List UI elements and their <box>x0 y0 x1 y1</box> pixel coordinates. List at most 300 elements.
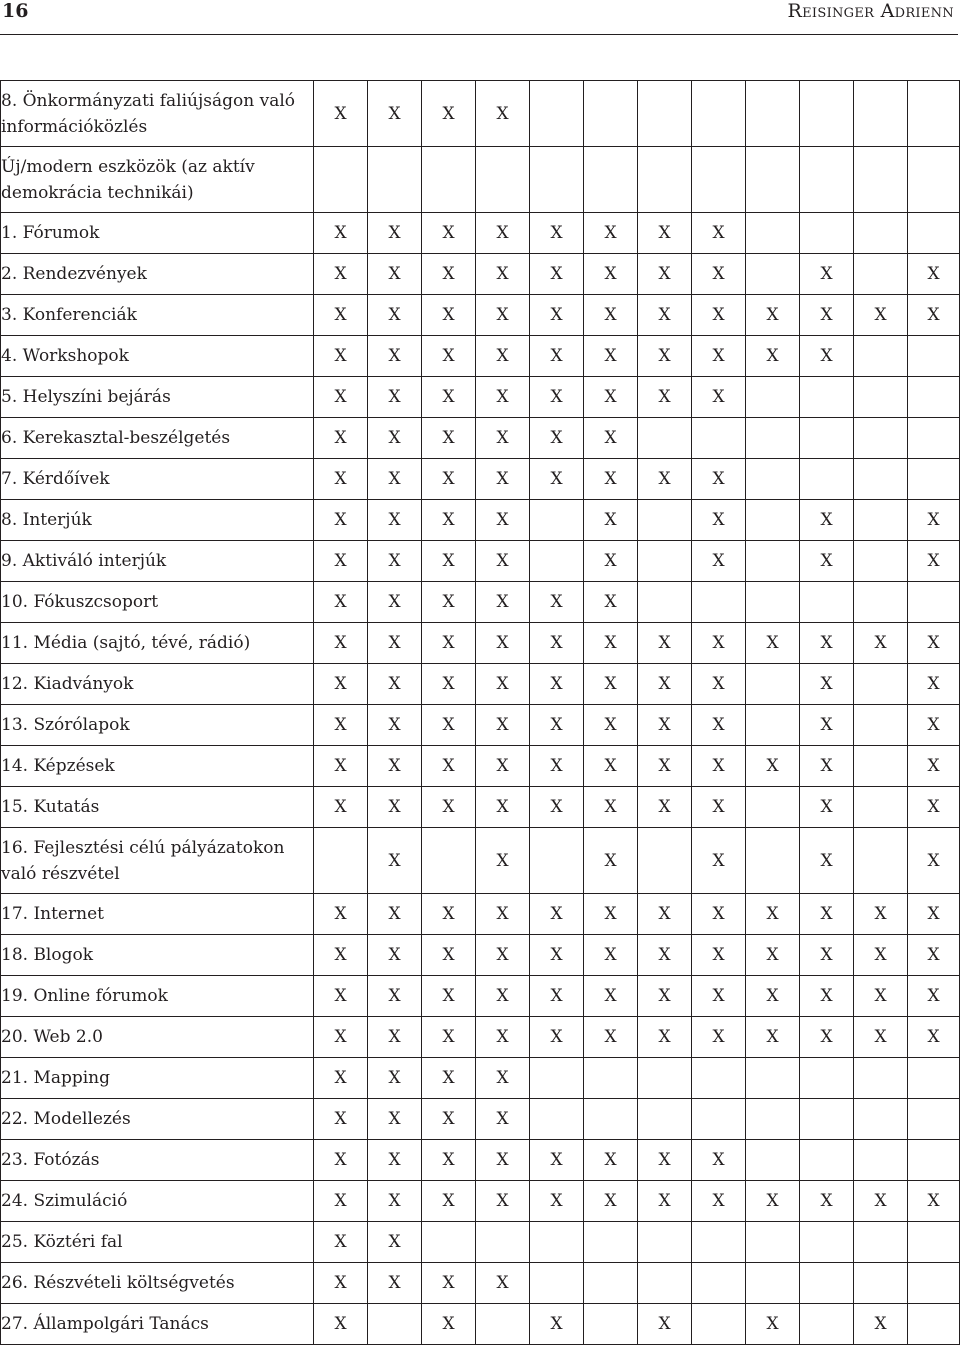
mark-cell: X <box>800 705 854 746</box>
mark-cell: X <box>746 1304 800 1345</box>
mark-cell <box>638 1222 692 1263</box>
mark-cell: X <box>530 459 584 500</box>
mark-cell <box>584 1304 638 1345</box>
mark-cell: X <box>800 976 854 1017</box>
table-row <box>1 1099 960 1140</box>
mark-cell: X <box>530 582 584 623</box>
table-row <box>1 1263 960 1304</box>
mark-cell: X <box>368 623 422 664</box>
mark-cell: X <box>530 935 584 976</box>
mark-cell <box>638 147 692 213</box>
mark-cell: X <box>584 664 638 705</box>
mark-cell <box>746 787 800 828</box>
mark-cell <box>530 1222 584 1263</box>
mark-cell: X <box>314 500 368 541</box>
mark-cell <box>800 377 854 418</box>
mark-cell: X <box>368 1017 422 1058</box>
mark-cell: X <box>530 664 584 705</box>
mark-cell: X <box>584 336 638 377</box>
mark-cell <box>854 664 908 705</box>
mark-cell: X <box>584 935 638 976</box>
mark-cell: X <box>638 623 692 664</box>
mark-cell: X <box>908 254 960 295</box>
mark-cell <box>584 81 638 147</box>
mark-cell <box>854 582 908 623</box>
mark-cell: X <box>476 81 530 147</box>
mark-cell: X <box>746 295 800 336</box>
mark-cell <box>854 81 908 147</box>
mark-cell: X <box>530 894 584 935</box>
mark-cell: X <box>638 705 692 746</box>
mark-cell: X <box>854 1017 908 1058</box>
mark-cell <box>584 1222 638 1263</box>
mark-cell <box>908 418 960 459</box>
mark-cell <box>692 1099 746 1140</box>
mark-cell: X <box>368 336 422 377</box>
mark-cell: X <box>368 828 422 894</box>
row-label: 21. Mapping <box>1 1058 314 1099</box>
mark-cell: X <box>584 623 638 664</box>
mark-cell: X <box>692 213 746 254</box>
mark-cell: X <box>692 746 746 787</box>
mark-cell: X <box>422 935 476 976</box>
mark-cell: X <box>638 894 692 935</box>
mark-cell: X <box>692 459 746 500</box>
mark-cell <box>746 254 800 295</box>
mark-cell <box>800 1058 854 1099</box>
mark-cell: X <box>314 623 368 664</box>
mark-cell: X <box>800 746 854 787</box>
mark-cell: X <box>908 828 960 894</box>
mark-cell: X <box>692 1017 746 1058</box>
mark-cell: X <box>746 746 800 787</box>
mark-cell: X <box>314 254 368 295</box>
mark-cell <box>800 213 854 254</box>
mark-cell: X <box>422 1017 476 1058</box>
mark-cell <box>746 1263 800 1304</box>
mark-cell: X <box>908 500 960 541</box>
mark-cell <box>746 1058 800 1099</box>
mark-cell: X <box>746 623 800 664</box>
mark-cell <box>638 1099 692 1140</box>
mark-cell: X <box>854 1181 908 1222</box>
mark-cell <box>746 582 800 623</box>
mark-cell <box>746 541 800 582</box>
mark-cell: X <box>314 459 368 500</box>
mark-cell: X <box>422 1181 476 1222</box>
mark-cell <box>638 1263 692 1304</box>
mark-cell <box>530 1058 584 1099</box>
mark-cell: X <box>422 1099 476 1140</box>
mark-cell: X <box>584 213 638 254</box>
mark-cell <box>800 1263 854 1304</box>
mark-cell: X <box>800 1181 854 1222</box>
mark-cell: X <box>530 787 584 828</box>
mark-cell <box>476 1304 530 1345</box>
mark-cell: X <box>314 894 368 935</box>
mark-cell: X <box>314 213 368 254</box>
mark-cell: X <box>908 787 960 828</box>
mark-cell: X <box>908 935 960 976</box>
mark-cell: X <box>530 746 584 787</box>
mark-cell: X <box>314 935 368 976</box>
mark-cell <box>692 1304 746 1345</box>
mark-cell: X <box>908 623 960 664</box>
mark-cell: X <box>638 935 692 976</box>
mark-cell: X <box>368 894 422 935</box>
mark-cell: X <box>476 1181 530 1222</box>
mark-cell: X <box>314 336 368 377</box>
mark-cell <box>476 1222 530 1263</box>
mark-cell: X <box>692 1181 746 1222</box>
row-label: 6. Kerekasztal-beszélgetés <box>1 418 314 459</box>
row-label: 5. Helyszíni bejárás <box>1 377 314 418</box>
mark-cell: X <box>692 705 746 746</box>
mark-cell: X <box>584 1017 638 1058</box>
mark-cell: X <box>422 336 476 377</box>
mark-cell: X <box>638 1304 692 1345</box>
mark-cell <box>692 1058 746 1099</box>
mark-cell <box>800 1222 854 1263</box>
mark-cell <box>746 828 800 894</box>
mark-cell: X <box>692 787 746 828</box>
mark-cell: X <box>908 746 960 787</box>
mark-cell: X <box>476 705 530 746</box>
mark-cell: X <box>530 418 584 459</box>
mark-cell: X <box>746 1017 800 1058</box>
mark-cell: X <box>854 295 908 336</box>
table-row <box>1 787 960 828</box>
mark-cell: X <box>422 418 476 459</box>
methods-table <box>0 80 960 1345</box>
mark-cell <box>800 459 854 500</box>
mark-cell <box>746 418 800 459</box>
mark-cell: X <box>638 1017 692 1058</box>
table-row <box>1 935 960 976</box>
mark-cell: X <box>638 377 692 418</box>
mark-cell: X <box>476 664 530 705</box>
mark-cell: X <box>368 418 422 459</box>
row-label: 27. Állampolgári Tanács <box>1 1304 314 1345</box>
mark-cell: X <box>692 377 746 418</box>
mark-cell: X <box>422 664 476 705</box>
mark-cell: X <box>314 541 368 582</box>
mark-cell <box>530 500 584 541</box>
mark-cell: X <box>422 500 476 541</box>
row-label: 2. Rendezvények <box>1 254 314 295</box>
mark-cell: X <box>530 377 584 418</box>
mark-cell: X <box>908 664 960 705</box>
mark-cell <box>584 1099 638 1140</box>
mark-cell <box>854 1058 908 1099</box>
row-label: 23. Fotózás <box>1 1140 314 1181</box>
mark-cell <box>422 1222 476 1263</box>
row-label: 12. Kiadványok <box>1 664 314 705</box>
mark-cell <box>854 787 908 828</box>
mark-cell: X <box>530 1304 584 1345</box>
mark-cell: X <box>584 459 638 500</box>
mark-cell <box>638 500 692 541</box>
mark-cell: X <box>800 541 854 582</box>
mark-cell: X <box>638 746 692 787</box>
table-body <box>1 81 960 1345</box>
mark-cell: X <box>638 213 692 254</box>
table-row <box>1 664 960 705</box>
mark-cell <box>746 1222 800 1263</box>
mark-cell: X <box>422 295 476 336</box>
mark-cell: X <box>422 254 476 295</box>
row-label: 3. Konferenciák <box>1 295 314 336</box>
mark-cell: X <box>908 541 960 582</box>
mark-cell: X <box>800 295 854 336</box>
table-row <box>1 746 960 787</box>
mark-cell: X <box>530 213 584 254</box>
mark-cell: X <box>314 1304 368 1345</box>
table-row <box>1 1181 960 1222</box>
mark-cell <box>800 418 854 459</box>
mark-cell: X <box>368 254 422 295</box>
mark-cell: X <box>692 623 746 664</box>
mark-cell <box>638 541 692 582</box>
row-label: 14. Képzések <box>1 746 314 787</box>
mark-cell: X <box>368 377 422 418</box>
mark-cell: X <box>476 582 530 623</box>
mark-cell: X <box>368 935 422 976</box>
mark-cell: X <box>314 705 368 746</box>
table-row <box>1 377 960 418</box>
mark-cell: X <box>422 1263 476 1304</box>
mark-cell: X <box>692 1140 746 1181</box>
row-label: 19. Online fórumok <box>1 976 314 1017</box>
mark-cell: X <box>908 1017 960 1058</box>
mark-cell: X <box>314 1017 368 1058</box>
row-label: 25. Köztéri fal <box>1 1222 314 1263</box>
mark-cell: X <box>476 894 530 935</box>
mark-cell <box>908 377 960 418</box>
mark-cell: X <box>422 582 476 623</box>
mark-cell: X <box>584 582 638 623</box>
mark-cell: X <box>530 705 584 746</box>
mark-cell <box>800 1304 854 1345</box>
mark-cell <box>584 1058 638 1099</box>
mark-cell <box>530 828 584 894</box>
mark-cell: X <box>584 787 638 828</box>
mark-cell: X <box>530 1181 584 1222</box>
row-label: 10. Fókuszcsoport <box>1 582 314 623</box>
row-label: 7. Kérdőívek <box>1 459 314 500</box>
mark-cell <box>854 459 908 500</box>
mark-cell: X <box>854 623 908 664</box>
mark-cell: X <box>476 254 530 295</box>
mark-cell <box>908 1222 960 1263</box>
mark-cell: X <box>422 1058 476 1099</box>
mark-cell: X <box>638 295 692 336</box>
mark-cell: X <box>638 1181 692 1222</box>
row-label: 9. Aktiváló interjúk <box>1 541 314 582</box>
mark-cell: X <box>476 377 530 418</box>
mark-cell: X <box>692 828 746 894</box>
table-row <box>1 894 960 935</box>
mark-cell: X <box>584 1181 638 1222</box>
mark-cell <box>638 1058 692 1099</box>
mark-cell: X <box>584 541 638 582</box>
mark-cell <box>746 1099 800 1140</box>
mark-cell: X <box>854 935 908 976</box>
mark-cell: X <box>584 295 638 336</box>
row-label: 17. Internet <box>1 894 314 935</box>
mark-cell: X <box>800 623 854 664</box>
mark-cell: X <box>368 81 422 147</box>
mark-cell: X <box>476 541 530 582</box>
mark-cell: X <box>746 894 800 935</box>
mark-cell: X <box>800 894 854 935</box>
mark-cell: X <box>368 541 422 582</box>
row-label: Új/modern eszközök (az aktív demokrácia technikái) <box>1 147 314 213</box>
mark-cell <box>530 1099 584 1140</box>
table-row <box>1 1058 960 1099</box>
mark-cell <box>908 1099 960 1140</box>
mark-cell: X <box>908 976 960 1017</box>
mark-cell <box>638 81 692 147</box>
mark-cell <box>638 828 692 894</box>
mark-cell: X <box>422 705 476 746</box>
mark-cell <box>530 147 584 213</box>
mark-cell: X <box>422 746 476 787</box>
mark-cell <box>908 1304 960 1345</box>
mark-cell <box>854 541 908 582</box>
mark-cell: X <box>692 935 746 976</box>
mark-cell: X <box>584 828 638 894</box>
table-row <box>1 828 960 894</box>
mark-cell <box>854 828 908 894</box>
mark-cell: X <box>800 828 854 894</box>
mark-cell: X <box>476 418 530 459</box>
table-row <box>1 623 960 664</box>
mark-cell: X <box>476 787 530 828</box>
mark-cell <box>692 81 746 147</box>
mark-cell: X <box>692 976 746 1017</box>
row-label: 16. Fejlesztési célú pályázatokon való részvétel <box>1 828 314 894</box>
table-row <box>1 336 960 377</box>
table-row <box>1 976 960 1017</box>
mark-cell: X <box>314 1181 368 1222</box>
mark-cell <box>530 81 584 147</box>
mark-cell <box>800 147 854 213</box>
table-row <box>1 541 960 582</box>
mark-cell: X <box>314 664 368 705</box>
mark-cell <box>854 377 908 418</box>
mark-cell: X <box>368 459 422 500</box>
mark-cell: X <box>314 1140 368 1181</box>
mark-cell: X <box>584 377 638 418</box>
mark-cell <box>854 1099 908 1140</box>
mark-cell: X <box>800 500 854 541</box>
table-row <box>1 1222 960 1263</box>
table-row <box>1 500 960 541</box>
table-row <box>1 459 960 500</box>
mark-cell: X <box>638 976 692 1017</box>
mark-cell: X <box>746 336 800 377</box>
mark-cell: X <box>800 254 854 295</box>
mark-cell: X <box>314 787 368 828</box>
mark-cell: X <box>692 336 746 377</box>
mark-cell: X <box>584 1140 638 1181</box>
mark-cell: X <box>746 1181 800 1222</box>
mark-cell <box>908 459 960 500</box>
mark-cell: X <box>476 1058 530 1099</box>
mark-cell <box>908 1058 960 1099</box>
mark-cell <box>908 213 960 254</box>
mark-cell <box>746 500 800 541</box>
mark-cell: X <box>422 623 476 664</box>
mark-cell <box>368 1304 422 1345</box>
mark-cell <box>854 254 908 295</box>
mark-cell <box>692 1222 746 1263</box>
mark-cell: X <box>368 976 422 1017</box>
mark-cell <box>800 1140 854 1181</box>
mark-cell: X <box>476 935 530 976</box>
mark-cell: X <box>422 541 476 582</box>
mark-cell: X <box>476 213 530 254</box>
mark-cell: X <box>368 1058 422 1099</box>
mark-cell: X <box>530 1017 584 1058</box>
mark-cell: X <box>800 787 854 828</box>
mark-cell <box>908 582 960 623</box>
mark-cell <box>692 1263 746 1304</box>
mark-cell: X <box>854 1304 908 1345</box>
running-head: Reisinger Adrienn <box>787 0 954 22</box>
mark-cell <box>746 377 800 418</box>
mark-cell: X <box>368 1263 422 1304</box>
mark-cell <box>530 541 584 582</box>
mark-cell: X <box>314 1099 368 1140</box>
mark-cell: X <box>476 336 530 377</box>
mark-cell: X <box>422 377 476 418</box>
table-row <box>1 1017 960 1058</box>
mark-cell: X <box>422 459 476 500</box>
mark-cell: X <box>314 1222 368 1263</box>
mark-cell: X <box>314 377 368 418</box>
mark-cell: X <box>530 254 584 295</box>
mark-cell <box>530 1263 584 1304</box>
mark-cell: X <box>530 336 584 377</box>
mark-cell: X <box>476 623 530 664</box>
mark-cell: X <box>476 1140 530 1181</box>
mark-cell <box>854 1140 908 1181</box>
mark-cell: X <box>584 500 638 541</box>
row-label: 26. Részvételi költségvetés <box>1 1263 314 1304</box>
mark-cell <box>854 705 908 746</box>
mark-cell: X <box>422 213 476 254</box>
mark-cell: X <box>476 828 530 894</box>
mark-cell: X <box>908 1181 960 1222</box>
mark-cell: X <box>692 500 746 541</box>
mark-cell: X <box>854 976 908 1017</box>
table-row <box>1 582 960 623</box>
mark-cell: X <box>368 705 422 746</box>
mark-cell <box>854 336 908 377</box>
mark-cell: X <box>368 295 422 336</box>
mark-cell <box>854 213 908 254</box>
mark-cell: X <box>638 459 692 500</box>
mark-cell <box>746 1140 800 1181</box>
mark-cell: X <box>314 418 368 459</box>
row-label: 24. Szimuláció <box>1 1181 314 1222</box>
mark-cell: X <box>584 746 638 787</box>
mark-cell: X <box>476 1017 530 1058</box>
row-label: 13. Szórólapok <box>1 705 314 746</box>
mark-cell: X <box>476 976 530 1017</box>
